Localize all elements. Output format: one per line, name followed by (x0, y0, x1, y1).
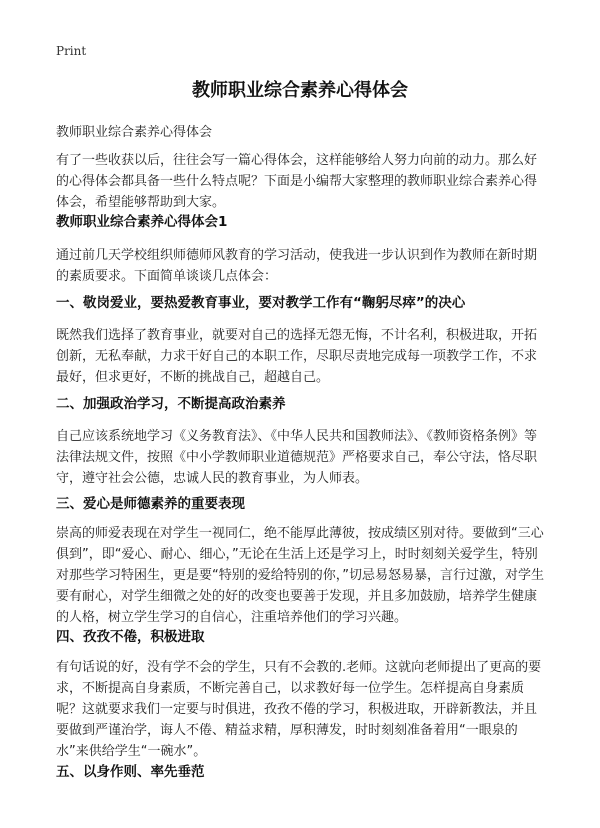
point-heading: 四、孜孜不倦，积极进取 (56, 629, 205, 645)
point-2-body (56, 426, 546, 489)
point-3-heading (56, 494, 546, 515)
intro-text: 有了一些收获以后，往往会写一篇心得体会，这样能够给人努力向前的动力。那么好的心得体会都具备一些什么特点呢？下面是小编帮大家整理的教师职业综合素养心得体会，希望能够帮助到大家。 (56, 153, 538, 210)
point-heading: 二、加强政治学习，不断提高政治素养 (56, 396, 286, 412)
point-heading: 一、敬岗爱业，要热爱教育事业，要对教学工作有“鞠躬尽瘁”的决心 (56, 295, 466, 311)
point-4-body (56, 657, 546, 762)
section1-title: 教师职业综合素养心得体会1 (56, 214, 228, 230)
point-heading: 三、爱心是师德素养的重要表现 (56, 496, 245, 512)
point-body: 崇高的师爱表现在对学生一视同仁，绝不能厚此薄彼，按成绩区别对待。要做到“三心俱到”，即“爱心、耐心、细心，”无论在生活上还是学习上，时时刻刻关爱学生，特别对那些学习特困生，更是要“特别的爱给特别的你，”切忌易怒易暴，言行过激，对学生要有耐心，对学生细微之处的好的改变也要善于发现，并且多加鼓励，培养学生健康的人格，树立学生学习的自信心，注重培养他们的学习兴趣。 (56, 526, 544, 625)
point-body: 有句话说的好，没有学不会的学生，只有不会教的.老师。这就向老师提出了更高的要求，不断提高自身素质，不断完善自己，以求教好每一位学生。怎样提高自身素质呢？这就要求我们一定要与时俱进，孜孜不倦的学习，积极进取，开辟新教法，并且要做到严谨治学，诲人不倦、精益求精，厚积薄发，时时刻刻准备着用“一眼泉的水”来供给学生“一碗水”。 (56, 660, 542, 759)
page-title: 教师职业综合素养心得体会 (192, 80, 408, 101)
point-body: 自己应该系统地学习《义务教育法》、《中华人民共和国教师法》、《教师资格条例》等法律法规文件，按照《中小学教师职业道德规范》严格要求自己，奉公守法，恪尽职守，遵守社会公德，忠诚人民的教育事业，为人师表。 (56, 429, 538, 486)
point-5-heading (56, 762, 546, 783)
point-body: 既然我们选择了教育事业，就要对自己的选择无怨无悔，不计名利，积极进取，开拓创新，无私奉献，力求干好自己的本职工作，尽职尽责地完成每一项教学工作，不求最好，但求更好，不断的挑战自己，超越自己。 (56, 328, 538, 385)
section1-intro (56, 245, 546, 287)
point-2-heading (56, 394, 546, 415)
point-1-body (56, 325, 546, 388)
subtitle (56, 122, 546, 143)
point-1-heading (56, 293, 546, 314)
intro-paragraph (56, 150, 546, 213)
section1-intro-text: 通过前几天学校组织师德师风教育的学习活动，使我进一步认识到作为教师在新时期的素质要求。下面简单谈谈几点体会： (56, 248, 538, 284)
point-4-heading (56, 627, 546, 648)
point-heading: 五、以身作则、率先垂范 (56, 764, 205, 780)
print-link[interactable]: Print (56, 44, 87, 58)
point-3-body (56, 523, 546, 628)
subtitle-text: 教师职业综合素养心得体会 (56, 125, 213, 140)
section1-heading (56, 212, 546, 233)
